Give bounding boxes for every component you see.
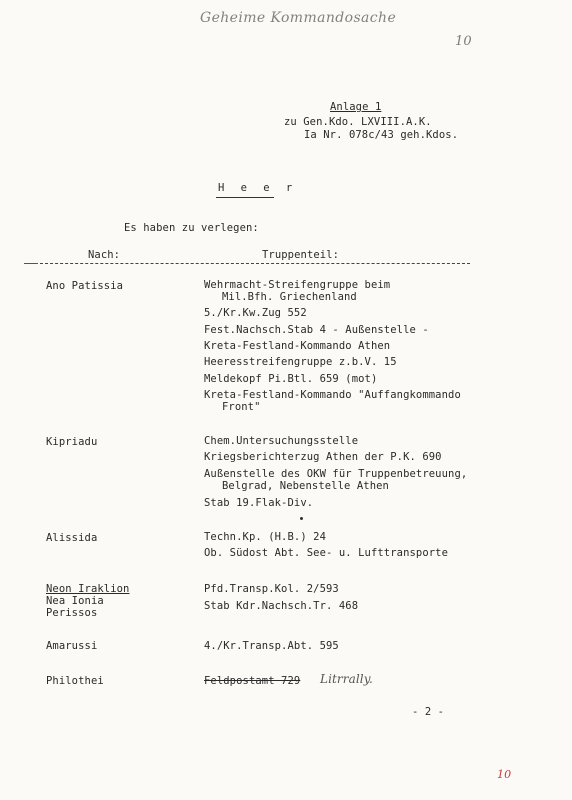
unit-line: 4./Kr.Transp.Abt. 595 [204, 640, 339, 652]
unit-line: Meldekopf Pi.Btl. 659 (mot) [204, 373, 378, 385]
place-name: Ano Patissia [46, 280, 124, 292]
place-name: Philothei [46, 675, 104, 687]
margin-mark [24, 263, 38, 264]
unit-line: Stab 19.Flak-Div. [204, 497, 314, 509]
place-name: Amarussi [46, 640, 98, 652]
secret-stamp: Geheime Kommandosache [200, 10, 397, 26]
pencil-mark: 10 [455, 34, 472, 49]
column-header-unit: Truppenteil: [262, 249, 340, 261]
red-archive-number: 10 [497, 768, 512, 781]
unit-line: Techn.Kp. (H.B.) 24 [204, 531, 327, 543]
place-name: Kipriadu [46, 436, 98, 448]
ink-dot [300, 517, 303, 520]
unit-line: Heeresstreifengruppe z.b.V. 15 [204, 356, 397, 368]
unit-line: Mil.Bfh. Griechenland [222, 291, 357, 303]
unit-line: Pfd.Transp.Kol. 2/593 [204, 583, 339, 595]
place-name: Nea Ionia [46, 595, 104, 607]
unit-line: Chem.Untersuchungsstelle [204, 435, 359, 447]
unit-line-struck: Feldpostamt 729 [204, 675, 301, 687]
annex-title: Anlage 1 [330, 101, 382, 113]
unit-line: Ob. Südost Abt. See- u. Lufttransporte [204, 547, 449, 559]
unit-line: Außenstelle des OKW für Truppenbetreuung, [204, 468, 468, 480]
header-rule [40, 263, 470, 264]
unit-line: 5./Kr.Kw.Zug 552 [204, 307, 307, 319]
unit-line: Kriegsberichterzug Athen der P.K. 690 [204, 451, 442, 463]
intro-text: Es haben zu verlegen: [124, 222, 259, 234]
unit-line: Kreta-Festland-Kommando "Auffangkommando [204, 389, 461, 401]
unit-line: Wehrmacht-Streifengruppe beim [204, 279, 391, 291]
column-header-destination: Nach: [88, 249, 121, 261]
place-name: Perissos [46, 607, 98, 619]
unit-line: Belgrad, Nebenstelle Athen [222, 480, 389, 492]
annex-reference-line2: Ia Nr. 078c/43 geh.Kdos. [304, 129, 459, 141]
unit-line: Kreta-Festland-Kommando Athen [204, 340, 391, 352]
section-title-underline [216, 197, 274, 198]
place-name: Neon Iraklion [46, 583, 130, 595]
place-name: Alissida [46, 532, 98, 544]
unit-line: Fest.Nachsch.Stab 4 - Außenstelle - [204, 324, 429, 336]
section-title: H e e r [218, 182, 298, 194]
annex-reference-line1: zu Gen.Kdo. LXVIII.A.K. [284, 116, 432, 128]
unit-line: Front" [222, 401, 261, 413]
unit-line: Stab Kdr.Nachsch.Tr. 468 [204, 600, 359, 612]
page-number: - 2 - [412, 706, 445, 718]
handwritten-annotation: Litrrally. [320, 672, 373, 686]
